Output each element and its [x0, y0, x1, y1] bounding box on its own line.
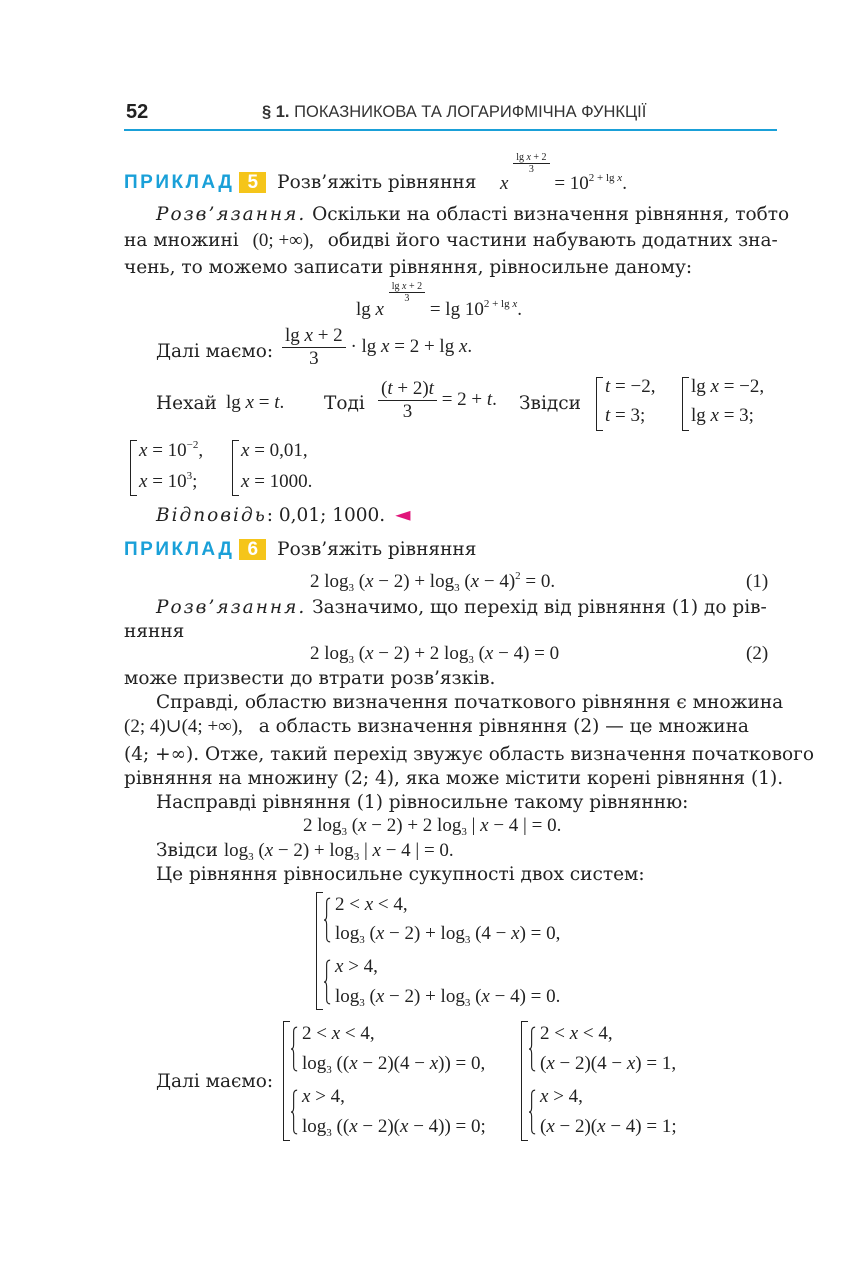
system-4-eq1: x > 4,	[302, 1086, 345, 1107]
ex6-text-loss: може призвести до втрати розв’язків.	[124, 668, 496, 689]
text-line: обидві його частини набувають додатних зна-	[327, 230, 778, 251]
text-line: а область визначення рівняння (2) — це множина	[258, 716, 749, 737]
equation-ex5-lg: lg x $\frac{\text{lg x + 2}}{3}$ = $\lg 10^{2 + lg x}$.	[356, 281, 522, 320]
ex6-para2-line-3: (4; +∞). Отже, такий перехід звужує область визначення початкового	[124, 744, 814, 765]
equation-1: 2 $\log_3 (x - 2) + \log_3 (x - 4)^2 = 0$.	[310, 570, 556, 594]
equation-1-number: (1)	[746, 571, 769, 592]
interval: (0; +∞),	[252, 230, 314, 251]
system-1-eq1: 2 < x < 4,	[335, 894, 408, 915]
equation-t2: t = 3;	[605, 405, 646, 426]
equation-lg1: lg x = −2,	[691, 376, 765, 397]
solution-label: Розв’язання.	[156, 597, 307, 618]
solution-label: Розв’язання.	[156, 204, 307, 225]
equation-ex5-t: $\frac{(t + 2)t}{3}$ = 2 + t.	[378, 378, 497, 423]
ex6-solution-line-2: няння	[124, 621, 185, 642]
end-marker-icon: ◄	[395, 502, 411, 526]
equation-ex5-task: x $\frac{\text{lg x + 2}}{3}$ = $10^{2 + lg x}$.	[500, 152, 627, 194]
text-line: на множині	[124, 230, 239, 251]
page-number: 52	[126, 101, 149, 123]
ex5-zvidsy-label: Звідси	[519, 393, 581, 414]
system-2-eq2: $\log_3 (x - 2) + \log_3 (x - 4) = 0$.	[335, 986, 561, 1009]
task-text: Розв’яжіть рівняння	[277, 172, 477, 193]
answer-label: Відповідь	[156, 505, 267, 526]
ex5-solution-line-2	[124, 229, 778, 253]
text-line: Оскільки на області визначення рівняння, тобто	[312, 204, 790, 225]
equation-2: 2 $\log_3 (x - 2) + 2$ $\log_3 (x - 4) = 0$	[310, 643, 560, 666]
system-3-eq1: 2 < x < 4,	[302, 1023, 375, 1044]
ex5-solution-line-3: чень, то можемо записати рівняння, рівносильне даному:	[124, 257, 693, 278]
equation-x1: $x = 10^{-2}$,	[139, 439, 204, 461]
ex5-answer	[156, 502, 410, 528]
system-5-eq2: (x − 2)(4 − x) = 1,	[540, 1053, 677, 1074]
header-rule	[124, 129, 777, 131]
section-title: ПОКАЗНИКОВА ТА ЛОГАРИФМІЧНА ФУНКЦІЇ	[294, 103, 647, 121]
equation-substitution: lg x = t.	[226, 392, 285, 413]
ex5-nehai-label: Нехай	[156, 393, 217, 414]
equation-t1: t = −2,	[605, 376, 656, 397]
set-bracket	[682, 377, 689, 431]
equation-x3: x = 0,01,	[241, 440, 308, 461]
set-bracket	[596, 377, 603, 431]
equation-x2: $x = 10^3$;	[139, 470, 198, 492]
ex6-dali-label: Далі маємо:	[156, 1071, 274, 1092]
ex5-solution-line-1	[156, 203, 789, 227]
set-bracket	[521, 1021, 528, 1141]
ex6-para3: Насправді рівняння (1) рівносильне такому рівнянню:	[156, 792, 689, 813]
example-6-heading	[124, 538, 476, 562]
system-brace	[324, 956, 331, 1008]
set-bracket	[232, 440, 239, 496]
system-5-eq1: 2 < x < 4,	[540, 1023, 613, 1044]
system-6-eq1: x > 4,	[540, 1086, 583, 1107]
system-brace	[324, 894, 331, 946]
equation-lg2: lg x = 3;	[691, 405, 754, 426]
example-number-badge: 6	[239, 539, 266, 560]
system-6-eq2: (x − 2)(x − 4) = 1;	[540, 1116, 677, 1137]
system-3-eq2: $\log_3 ((x - 2)(4 - x)) = 0$,	[302, 1053, 486, 1076]
example-label: ПРИКЛАД	[124, 172, 235, 193]
system-1-eq2: $\log_3 (x - 2) + \log_3 (4 - x) = 0$,	[335, 923, 561, 946]
ex5-dali-label: Далі маємо:	[156, 341, 274, 362]
example-5-heading	[124, 171, 476, 195]
equation-2-number: (2)	[746, 643, 769, 664]
equation-ex5-dali: $\frac{\text{lg x + 2}}{3}$ · lg x = 2 + lg x.	[282, 325, 472, 370]
text-line: Зазначимо, що перехід від рівняння (1) до рів-	[312, 597, 767, 618]
system-brace	[529, 1023, 536, 1075]
system-brace	[291, 1023, 298, 1075]
equation-x4: x = 1000.	[241, 471, 313, 492]
ex6-para2-line-1: Справді, областю визначення початкового рівняння є множина	[156, 692, 784, 713]
set-bracket	[316, 892, 323, 1010]
answer-value: : 0,01; 1000.	[266, 505, 386, 526]
running-header	[262, 103, 646, 122]
section-mark: § 1.	[262, 103, 290, 121]
ex6-para2-line-4: рівняння на множину (2; 4), яка може містити корені рівняння (1).	[124, 768, 784, 789]
equation-abs: 2 $\log_3 (x - 2) + 2$ $\log_3$ | x − 4 | = 0.	[303, 815, 562, 838]
system-brace	[291, 1086, 298, 1138]
system-4-eq2: $\log_3 ((x - 2)(x - 4)) = 0$;	[302, 1116, 486, 1139]
interval: (2; 4)∪(4; +∞),	[124, 716, 243, 737]
text-line: Звідси	[156, 840, 218, 861]
example-label: ПРИКЛАД	[124, 539, 235, 560]
example-number-badge: 5	[239, 172, 266, 193]
system-2-eq1: x > 4,	[335, 956, 378, 977]
ex6-para2-line-2	[124, 715, 749, 739]
ex6-solution-line-1	[156, 596, 767, 620]
set-bracket	[130, 440, 137, 496]
ex6-zvidsy-line: Звідси $\log_3 (x - 2) + \log_3$ | x − 4 | = 0.	[156, 840, 454, 863]
set-bracket	[283, 1021, 290, 1141]
ex6-para5: Це рівняння рівносильне сукупності двох систем:	[156, 864, 645, 885]
task-text: Розв’яжіть рівняння	[277, 539, 477, 560]
system-brace	[529, 1086, 536, 1138]
ex5-todi-label: Тоді	[324, 393, 365, 414]
